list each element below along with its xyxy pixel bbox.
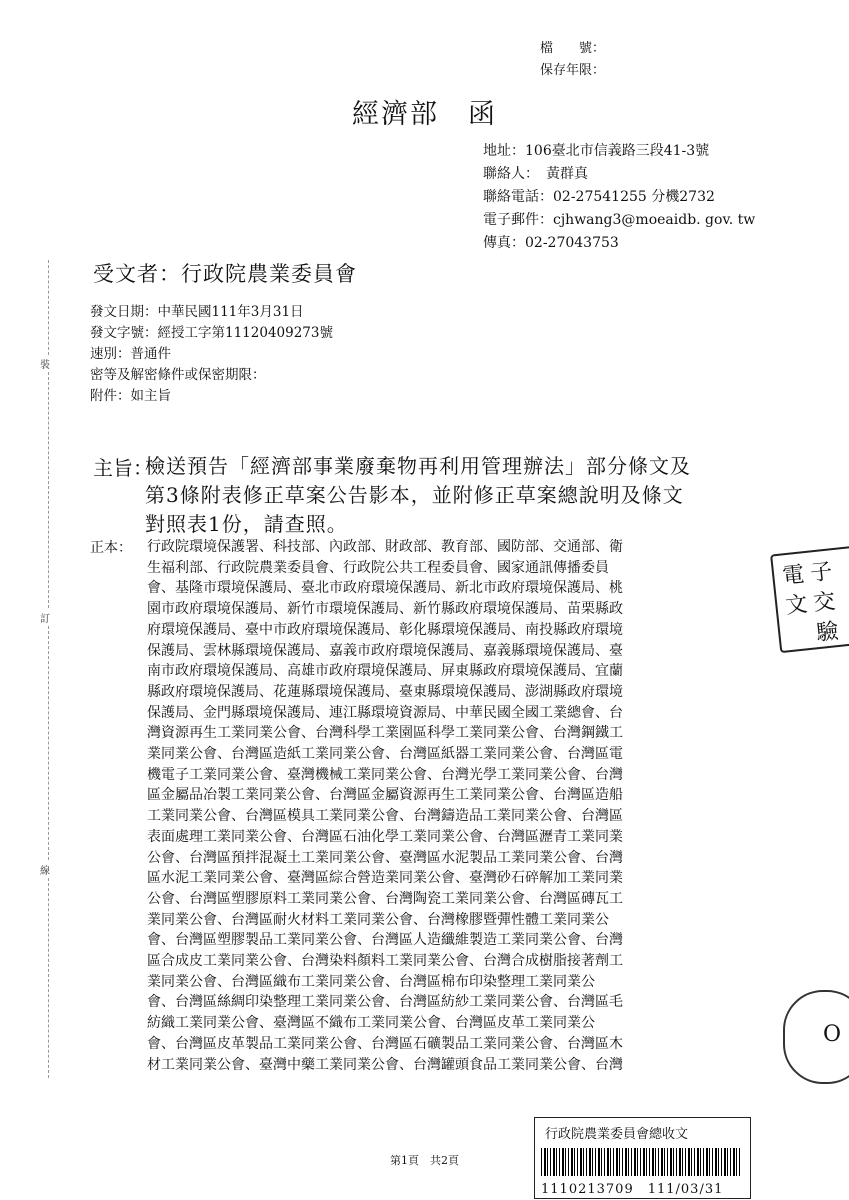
contact-person: 聯絡人： 黃群真 [483,166,588,182]
copies-line: 業同業公會、台灣區造紙工業同業公會、台灣區紙器工業同業公會、台灣區電 [147,746,623,763]
contact-fax: 傳真：02-27043753 [483,235,619,251]
copies-line: 行政院環境保護署、科技部、內政部、財政部、教育部、國防部、交通部、衛 [147,539,623,555]
archive-number-label: 檔 號： [540,41,606,56]
attachment: 附件：如主旨 [90,388,171,404]
stamp-char: 交 [812,589,837,617]
address: 地址：106臺北市信義路三段41-3號 [483,143,710,159]
copies-line: 機電子工業同業公會、臺灣機械工業同業公會、台灣光學工業同業公會、台灣 [147,766,623,783]
binding-line [48,260,49,355]
copies-line: 保護局、金門縣環境保護局、連江縣環境資源局、中華民國全國工業總會、台 [147,704,623,721]
binding-line [48,372,49,608]
copies-line: 縣政府環境保護局、花蓮縣環境保護局、臺東縣環境保護局、澎湖縣政府環境 [147,683,623,700]
copies-line: 會、台灣區塑膠製品工業同業公會、台灣區人造纖維製造工業同業公會、台灣 [147,932,623,949]
copies-line: 生福利部、行政院農業委員會、行政院公共工程委員會、國家通訊傳播委員 [147,559,609,576]
stamp-char: 子 [808,559,834,587]
copies-line: 會、台灣區皮革製品工業同業公會、台灣區石礦製品工業同業公會、台灣區木 [147,1035,623,1052]
subject-line: 檢送預告「經濟部事業廢棄物再利用管理辦法」部分條文及 [145,454,691,478]
electronic-document-stamp [770,546,849,653]
delivery-speed: 速別：普通件 [90,346,171,362]
copies-line: 區金屬品冶製工業同業公會、台灣區金屬資源再生工業同業公會、台灣區造船 [147,787,623,804]
copies-line: 區合成皮工業同業公會、台灣染料顏料工業同業公會、台灣合成樹脂接著劑工 [147,953,623,970]
barcode [541,1148,741,1176]
copies-list [147,537,623,1075]
seal-char: O [823,1022,842,1047]
copies-line: 業同業公會、台灣區耐火材料工業同業公會、台灣橡膠暨彈性體工業同業公 [147,911,609,928]
document-meta [90,302,333,407]
copies-line: 府環境保護局、臺中市政府環境保護局、彰化縣環境保護局、南投縣政府環境 [147,621,623,638]
copies-line: 會、台灣區絲綢印染整理工業同業公會、台灣區紡紗工業同業公會、台灣區毛 [147,994,623,1011]
copies-line: 表面處理工業同業公會、台灣區石油化學工業同業公會、台灣區瀝青工業同業 [147,828,623,845]
retention-period-label: 保存年限： [540,63,606,78]
contact-block [483,140,755,255]
subject-line: 第3條附表修正草案公告影本，並附修正草案總說明及條文 [145,483,684,507]
contact-phone: 聯絡電話：02-27541255 分機2732 [483,189,715,205]
filing-info [540,38,605,82]
binding-mark-middle: 訂 [40,614,50,625]
copies-line: 工業同業公會、台灣區模具工業同業公會、台灣鑄造品工業同業公會、台灣區 [147,808,623,825]
receipt-number: 1110213709 111/03/31 [541,1182,724,1197]
document-title: 經濟部 函 [352,99,497,130]
contact-email: 電子郵件：cjhwang3@moeaidb. gov. tw [483,212,756,228]
seal-stamp [783,990,849,1084]
receipt-title: 行政院農業委員會總收文 [545,1127,689,1142]
document-number: 發文字號：經授工字第11120409273號 [90,325,333,341]
subject-label: 主旨： [93,456,153,480]
recipient: 受文者：行政院農業委員會 [93,262,357,286]
copies-line: 公會、台灣區預拌混凝土工業同業公會、臺灣區水泥製品工業同業公會、台灣 [147,849,623,866]
subject-text [145,452,785,539]
secrecy-level: 密等及解密條件或保密期限： [90,367,266,383]
issue-date: 發文日期：中華民國111年3月31日 [90,304,304,320]
copies-line: 灣資源再生工業同業公會、台灣科學工業園區科學工業同業公會、台灣鋼鐵工 [147,725,623,742]
copies-line: 公會、台灣區塑膠原料工業同業公會、台灣陶瓷工業同業公會、台灣區磚瓦工 [147,890,623,907]
binding-mark-bottom: 線 [40,866,50,877]
binding-line [48,626,49,860]
copies-label: 正本： [90,540,132,556]
stamp-char: 驗 [815,618,840,647]
copies-line: 紡織工業同業公會、臺灣區不織布工業同業公會、台灣區皮革工業同業公 [147,1015,595,1032]
subject-line: 對照表1份，請查照。 [145,512,348,536]
stamp-char: 文 [784,592,809,620]
copies-line: 材工業同業公會、臺灣中藥工業同業公會、台灣罐頭食品工業同業公會、台灣 [147,1056,623,1073]
copies-line: 業同業公會、台灣區織布工業同業公會、台灣區棉布印染整理工業同業公 [147,973,595,990]
binding-mark-top: 裝 [40,360,50,371]
copies-line: 園市政府環境保護局、新竹市環境保護局、新竹縣政府環境保護局、苗栗縣政 [147,601,623,618]
copies-line: 會、基隆市環境保護局、臺北市政府環境保護局、新北市政府環境保護局、桃 [147,580,623,597]
page-number: 第1頁 共2頁 [390,1154,459,1167]
stamp-char: 電 [781,562,806,590]
copies-line: 區水泥工業同業公會、臺灣區綜合營造業同業公會、臺灣砂石碎解加工業同業 [147,870,623,887]
copies-line: 保護局、雲林縣環境保護局、嘉義市政府環境保護局、嘉義縣環境保護局、臺 [147,642,623,659]
binding-line [48,878,49,1078]
copies-line: 南市政府環境保護局、高雄市政府環境保護局、屏東縣政府環境保護局、宜蘭 [147,663,623,680]
receipt-stamp [534,1117,751,1199]
